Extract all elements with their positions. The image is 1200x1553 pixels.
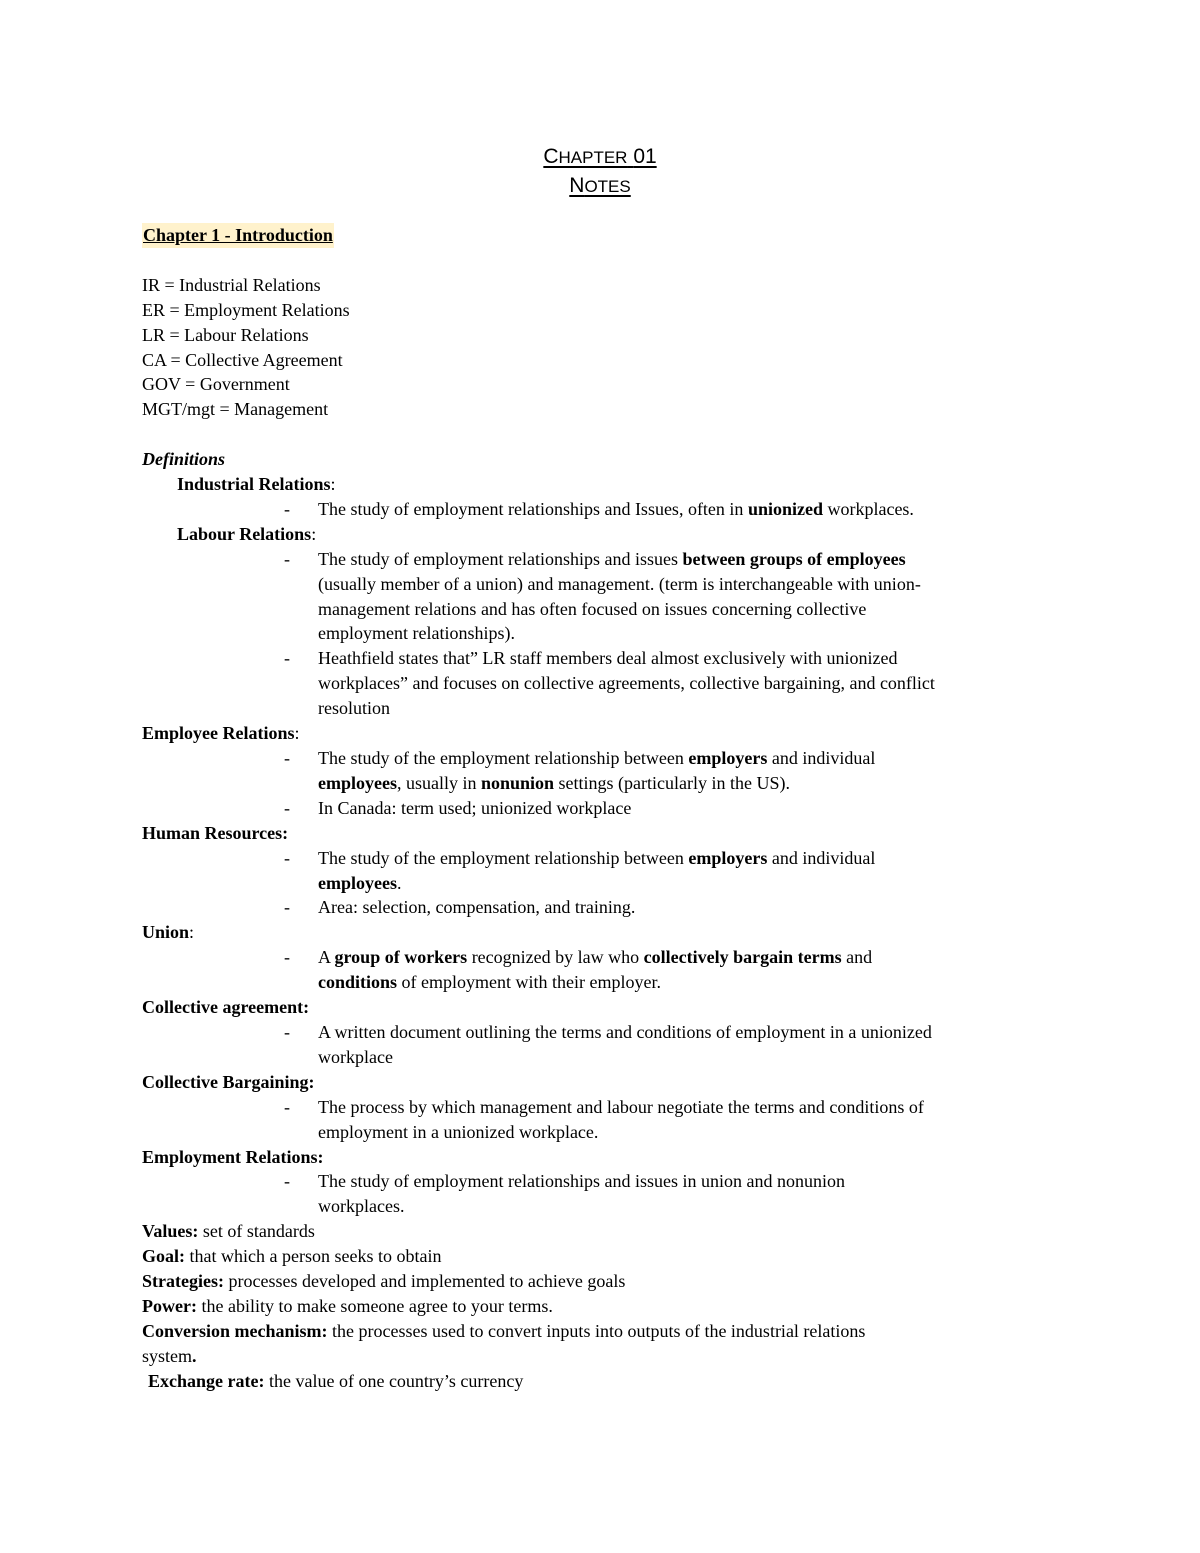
bullet-item	[142, 646, 1082, 671]
term-label: Collective Bargaining:	[142, 1071, 315, 1092]
bullet-continuation	[142, 1120, 1082, 1145]
bullet-item	[142, 895, 1082, 920]
term-values	[142, 1219, 1082, 1244]
text: workplaces” and focuses on collective agreements, collective bargaining, and conflict	[318, 673, 935, 694]
text: A	[318, 947, 335, 968]
text: employment relationships).	[318, 623, 515, 644]
term-label: Labour Relations	[177, 523, 312, 544]
title-notes	[0, 172, 1200, 201]
abbrev-lr: LR = Labour Relations	[142, 324, 309, 345]
bullet-continuation	[142, 696, 1082, 721]
bullet-continuation	[142, 771, 1082, 796]
abbrev-gov: GOV = Government	[142, 374, 290, 395]
text: The study of employment relationships and Issues, often in	[318, 498, 748, 519]
abbrev-ir: IR = Industrial Relations	[142, 274, 321, 295]
bullet-dash: -	[284, 498, 290, 519]
text: employment in a unionized workplace.	[318, 1121, 599, 1142]
term-human-resources	[142, 821, 1082, 846]
title-rest-chapter: HAPTER	[558, 148, 628, 167]
text: system	[142, 1345, 193, 1366]
term-collective-bargaining	[142, 1070, 1082, 1095]
term-industrial-relations	[142, 472, 1082, 497]
bullet-continuation	[142, 671, 1082, 696]
document-title	[0, 143, 1200, 201]
text: and	[841, 947, 873, 968]
term-employee-relations	[142, 721, 1082, 746]
bullet-dash: -	[284, 748, 290, 768]
term-employment-relations	[142, 1145, 1082, 1170]
notes-content	[142, 223, 1082, 1394]
text: processes developed and implemented to achieve goals	[223, 1271, 626, 1292]
bullet-dash: -	[284, 648, 290, 669]
text: workplace	[318, 1046, 393, 1067]
bullet-item	[142, 796, 1082, 821]
text: settings (particularly in the US).	[554, 772, 790, 793]
term-label: Industrial Relations	[177, 474, 331, 495]
bullet-item	[142, 945, 1082, 970]
text: The study of the employment relationship between	[318, 847, 689, 868]
bullet-item	[142, 497, 1082, 522]
text: Heathfield states that” LR staff members deal almost exclusively with unionized	[318, 648, 898, 669]
bullet-dash: -	[284, 897, 290, 918]
bold-text: employees	[318, 872, 397, 893]
text: , usually in	[396, 772, 481, 793]
term-power	[142, 1294, 1082, 1319]
bold-text: unionized	[747, 498, 823, 519]
term-label: Union	[142, 922, 190, 943]
definitions-title: Definitions	[142, 449, 226, 470]
text: .	[396, 872, 402, 893]
text: workplaces.	[318, 1196, 405, 1217]
text: set of standards	[198, 1221, 315, 1242]
text: and individual	[767, 847, 876, 868]
abbrev-ca: CA = Collective Agreement	[142, 349, 343, 370]
term-labour-relations	[142, 522, 1082, 547]
term-conversion-continuation	[142, 1344, 1082, 1369]
bullet-continuation	[142, 572, 1082, 597]
bullet-item	[142, 1095, 1082, 1120]
bullet-item	[142, 846, 1082, 871]
text: A written document outlining the terms and conditions of employment in a unionized	[318, 1021, 932, 1042]
bullet-continuation	[142, 871, 1082, 896]
title-number: 01	[633, 145, 657, 168]
bold-text: employees	[318, 772, 397, 793]
bullet-dash: -	[284, 1021, 290, 1042]
text: management relations and has often focused on issues concerning collective	[318, 598, 867, 619]
term-colon: :	[330, 474, 336, 495]
text: The process by which management and labour negotiate the terms and conditions of	[318, 1096, 924, 1117]
term-label: Exchange rate:	[148, 1370, 265, 1391]
term-label: Human Resources:	[142, 822, 289, 843]
abbrev-er: ER = Employment Relations	[142, 299, 350, 320]
bullet-dash: -	[284, 1171, 290, 1192]
text: of employment with their employer.	[397, 972, 661, 993]
text: resolution	[318, 698, 390, 719]
title-initial-n: N	[569, 174, 585, 197]
bullet-dash: -	[284, 947, 290, 968]
text: the value of one country’s currency	[264, 1370, 524, 1391]
bold-text: group of workers	[334, 947, 468, 968]
bold-text: employers	[688, 748, 768, 768]
bullet-continuation	[142, 1194, 1082, 1219]
bullet-continuation	[142, 970, 1082, 995]
text: and individual	[767, 748, 876, 768]
title-initial-c: C	[543, 145, 559, 168]
term-exchange-rate	[142, 1369, 1082, 1394]
bold-text: conditions	[318, 972, 398, 993]
text: The study of employment relationships and issues	[318, 548, 683, 569]
bullet-item	[142, 1020, 1082, 1045]
bold-text: collectively bargain terms	[643, 947, 842, 968]
bold-text: employers	[688, 847, 768, 868]
term-colon: :	[294, 723, 300, 744]
bold-text: .	[192, 1345, 197, 1366]
text: the processes used to convert inputs into outputs of the industrial relations	[327, 1320, 866, 1341]
term-goal	[142, 1244, 1082, 1269]
abbrev-mgt: MGT/mgt = Management	[142, 399, 329, 420]
text: (usually member of a union) and management. (term is interchangeable with union-	[318, 573, 921, 594]
text: In Canada: term used; unionized workplace	[318, 797, 632, 818]
text: recognized by law who	[467, 947, 644, 968]
term-strategies	[142, 1269, 1082, 1294]
term-label: Strategies:	[142, 1271, 224, 1292]
bullet-item	[142, 1169, 1082, 1194]
text: The study of employment relationships and issues in union and nonunion	[318, 1171, 845, 1192]
term-colon: :	[311, 523, 317, 544]
term-union	[142, 920, 1082, 945]
term-label: Employment Relations:	[142, 1146, 324, 1167]
section-heading: Chapter 1 - Introduction	[142, 223, 334, 248]
term-collective-agreement	[142, 995, 1082, 1020]
term-label: Values:	[142, 1221, 199, 1242]
term-colon: :	[189, 922, 195, 943]
term-label: Conversion mechanism:	[142, 1320, 328, 1341]
term-label: Power:	[142, 1295, 197, 1316]
text: The study of the employment relationship between	[318, 748, 689, 768]
bullet-dash: -	[284, 847, 290, 868]
bold-text: nonunion	[480, 772, 555, 793]
bullet-dash: -	[284, 1096, 290, 1117]
text: that which a person seeks to obtain	[185, 1246, 442, 1267]
bullet-continuation	[142, 597, 1082, 622]
text: Area: selection, compensation, and training.	[318, 897, 636, 918]
bold-text: between groups of employees	[682, 548, 906, 569]
bullet-continuation	[142, 621, 1082, 646]
title-rest-notes: OTES	[584, 177, 631, 196]
text: the ability to make someone agree to your terms.	[196, 1295, 553, 1316]
bullet-item	[142, 547, 1082, 572]
bullet-continuation	[142, 1045, 1082, 1070]
title-chapter	[0, 143, 1200, 172]
term-label: Collective agreement:	[142, 997, 310, 1018]
bullet-dash: -	[284, 797, 290, 818]
text: workplaces.	[822, 498, 914, 519]
term-label: Employee Relations	[142, 723, 295, 744]
term-conversion-mechanism	[142, 1319, 1082, 1344]
term-label: Goal:	[142, 1246, 185, 1267]
bullet-dash: -	[284, 548, 290, 569]
bullet-item	[142, 746, 1082, 771]
